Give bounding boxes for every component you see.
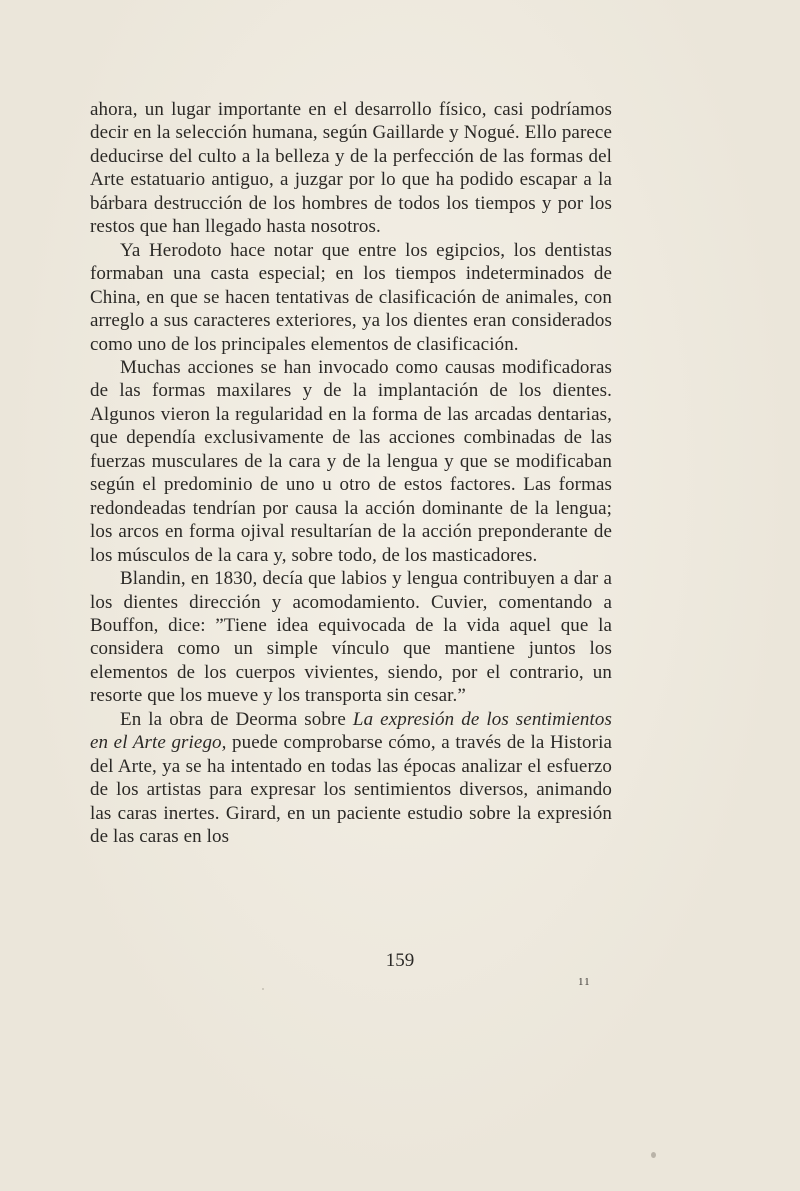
paragraph-2: Ya Herodoto hace notar que entre los egipcios, los dentistas formaban una casta especial; en los tiempos indeterminados de China, en que se hacen tentativas de clasificación de animales, con arreglo a sus caracteres exteriores, ya los dientes eran considerados como uno de los principales elementos de clasificación. (90, 239, 612, 355)
paragraph-4: Blandin, en 1830, decía que labios y lengua contribuyen a dar a los dientes dirección y acomodamiento. Cuvier, comentando a Bouffon, dice: ”Tiene idea equivocada de la vida aquel que la considera como un simple vínculo que mantiene juntos los elementos de los cuerpos vivientes, siendo, por el contrario, un resorte que los mueve y los transporta sin cesar.” (90, 568, 612, 707)
body-text (90, 98, 612, 849)
paragraph-5 (90, 708, 612, 849)
paper-speck-small (262, 988, 264, 990)
paragraph-3: Muchas acciones se han invocado como causas modificadoras de las formas maxilares y de la implantación de los dientes. Algunos vieron la regularidad en la forma de las arcadas dentarias, que dependía exclusivamente de las acciones combinadas de las fuerzas musculares de la cara y de la lengua y que se modificaban según el predominio de uno u otro de estos factores. Las formas redondeadas tendrían por causa la acción dominante de la lengua; los arcos en forma ojival resultarían de la acción preponderante de los músculos de la cara y, sobre todo, de los masticadores. (90, 356, 612, 566)
paragraph-5-rest: puede comprobarse cómo, a través de la Historia del Arte, ya se ha intentado en todas las épocas analizar el esfuerzo de los artistas para expresar los sentimientos diversos, animando las caras inertes. Girard, en un paciente estudio sobre la expresión de las caras en los (90, 732, 612, 848)
paragraph-1: ahora, un lugar importante en el desarrollo físico, casi podríamos decir en la selección humana, según Gaillarde y Nogué. Ello parece deducirse del culto a la belleza y de la perfección de las formas del Arte estatuario antiguo, a juzgar por lo que ha podido escapar a la bárbara destrucción de los hombres de todos los tiempos y por los restos que han llegado hasta nosotros. (90, 99, 612, 238)
paragraph-5-lead: En la obra de Deorma sobre (120, 708, 353, 730)
page-number: 159 (385, 950, 415, 971)
paper-speck (651, 1152, 656, 1158)
book-title-italic: La expresión de los sentimientos en el Arte griego, (90, 708, 612, 754)
signature-mark: 11 (578, 976, 591, 988)
